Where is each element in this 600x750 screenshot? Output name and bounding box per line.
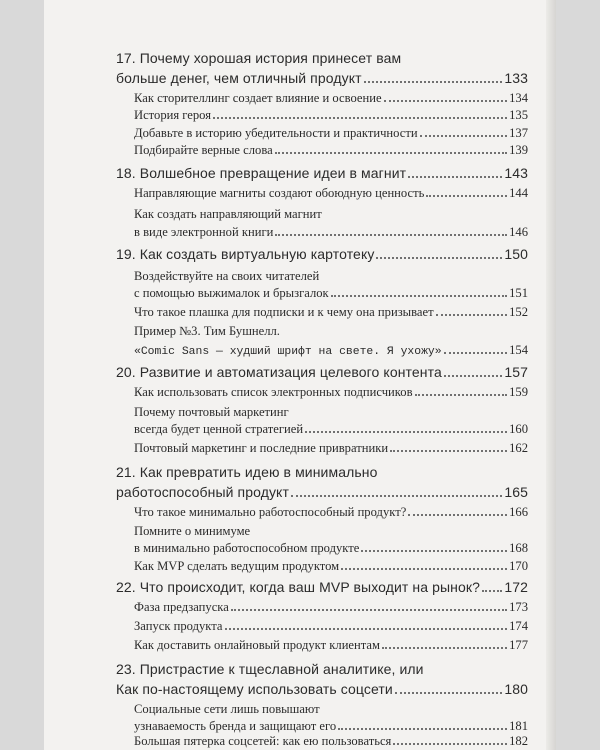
toc-entry-title: работоспособный продукт [116,484,289,500]
toc-entry-title: Направляющие магниты создают обоюдную ценность [134,186,425,200]
toc-entry-title: с помощью выжималок и брызгалок [134,286,329,300]
toc-entry-line1[interactable] [134,324,528,339]
toc-entry-title: Как доставить онлайновый продукт клиентам [134,638,380,652]
toc-entry-title: Воздействуйте на своих читателей [134,269,320,283]
toc-chapter-18[interactable] [116,165,528,181]
toc-entry-title: Большая пятерка соцсетей: как ею пользоваться [134,734,392,748]
toc-entry-title: Социальные сети лишь повышают [134,702,320,716]
toc-entry-title: 22. Что происходит, когда ваш MVP выходит на рынок? [116,579,480,595]
toc-chapter-19[interactable] [116,246,528,262]
dot-leader [213,117,507,119]
dot-leader [382,647,507,649]
toc-entry[interactable] [134,422,528,437]
toc-entry-title: Пример №3. Тим Бушнелл. [134,324,280,338]
toc-entry[interactable] [134,559,528,574]
toc-page-number: 173 [509,600,528,614]
dot-leader [415,394,508,396]
toc-page-number: 177 [509,638,528,652]
toc-entry-line1[interactable] [134,405,528,420]
toc-entry[interactable] [134,505,528,520]
toc-entry-line1[interactable] [134,207,528,222]
toc-entry[interactable] [134,91,528,106]
dot-leader [436,314,508,316]
toc-page-number: 134 [509,91,528,105]
toc-entry[interactable] [134,600,528,615]
toc-page-number: 182 [509,734,528,748]
toc-page-number: 152 [509,305,528,319]
toc-entry[interactable] [134,305,528,320]
dot-leader [331,295,507,297]
toc-chapter-21-line1[interactable] [116,464,528,480]
toc-entry-title: в минимально работоспособном продукте [134,541,360,555]
toc-chapter-23-line1[interactable] [116,661,528,677]
toc-entry[interactable] [134,385,528,400]
toc-entry-title: 20. Развитие и автоматизация целевого контента [116,364,442,380]
dot-leader [384,100,508,102]
toc-page-number: 170 [509,559,528,573]
dot-leader [482,590,502,592]
toc-entry[interactable] [134,225,528,240]
toc-page-number: 139 [509,143,528,157]
toc-entry-title: Помните о минимуме [134,524,251,538]
toc-entry-title: всегда будет ценной стратегией [134,422,304,436]
toc-chapter-17[interactable] [116,70,528,86]
toc-entry[interactable] [134,619,528,634]
dot-leader [393,743,507,745]
dot-leader [444,375,502,377]
dot-leader [395,692,502,694]
toc-entry[interactable] [134,638,528,653]
toc-page-number: 180 [504,681,528,697]
toc-entry-title: Как использовать список электронных подписчиков [134,385,413,399]
toc-entry[interactable] [134,441,528,456]
toc-entry-title: 17. Почему хорошая история принесет вам [116,50,402,66]
toc-entry-title: Что такое минимально работоспособный продукт? [134,505,407,519]
toc-page-number: 165 [504,484,528,500]
toc-page-number: 168 [509,541,528,555]
toc-entry-title: Запуск продукта [134,619,223,633]
toc-page-number: 172 [504,579,528,595]
toc-entry-title: Что такое плашка для подписки и к чему она призывает [134,305,434,319]
toc-entry[interactable] [134,108,528,123]
toc-entry[interactable] [134,143,528,158]
toc-entry-title: Добавьте в историю убедительности и практичности [134,126,418,140]
toc-entry-title: Почтовый маркетинг и последние привратники [134,441,389,455]
toc-entry[interactable] [134,343,528,358]
toc-page-number: 133 [504,70,528,86]
toc-entry-title: узнаваемость бренда и защищают его [134,719,337,733]
toc-page-number: 150 [504,246,528,262]
toc-entry-line1[interactable] [134,524,528,539]
dot-leader [376,257,502,259]
toc-entry-title: 19. Как создать виртуальную картотеку [116,246,375,262]
dot-leader [338,728,507,730]
dot-leader [390,450,507,452]
toc-entry[interactable] [134,186,528,201]
toc-chapter-17-line1[interactable] [116,50,528,66]
dot-leader [275,152,507,154]
toc-entry-title: Как MVP сделать ведущим продуктом [134,559,340,573]
toc-entry[interactable] [134,286,528,301]
toc-entry-title: в виде электронной книги [134,225,274,239]
toc-page-number: 135 [509,108,528,122]
dot-leader [420,135,507,137]
toc-page-number: 174 [509,619,528,633]
toc-entry-title: Фаза предзапуска [134,600,229,614]
dot-leader [305,431,507,433]
toc-page-number: 154 [509,343,528,357]
toc-entry[interactable] [134,126,528,141]
toc-entry-title: Как создать направляющий магнит [134,207,322,221]
toc-chapter-22[interactable] [116,579,528,595]
toc-page-number: 160 [509,422,528,436]
toc-page-number: 157 [504,364,528,380]
table-of-contents [44,0,556,750]
toc-entry-title: Как сторителлинг создает влияние и освоение [134,91,382,105]
toc-entry-title: больше денег, чем отличный продукт [116,70,362,86]
toc-entry-title: 18. Волшебное превращение идеи в магнит [116,165,407,181]
toc-entry-line1[interactable] [134,269,528,284]
dot-leader [225,628,508,630]
dot-leader [426,195,507,197]
dot-leader [408,176,502,178]
toc-page-number: 159 [509,385,528,399]
toc-entry-title: 21. Как превратить идею в минимально [116,464,378,480]
dot-leader [275,234,507,236]
toc-entry[interactable] [134,541,528,556]
toc-page-number: 166 [509,505,528,519]
toc-entry-title: Подбирайте верные слова [134,143,273,157]
dot-leader [364,81,503,83]
toc-page-number: 143 [504,165,528,181]
toc-entry[interactable] [134,734,528,749]
toc-entry-title: 23. Пристрастие к тщеславной аналитике, или [116,661,424,677]
dot-leader [291,495,502,497]
toc-chapter-23[interactable] [116,681,528,697]
toc-chapter-20[interactable] [116,364,528,380]
toc-page-number: 181 [509,719,528,733]
toc-page-number: 137 [509,126,528,140]
toc-entry-title: «Comic Sans — худший шрифт на свете. Я ухожу» [134,346,442,358]
toc-page-number: 144 [509,186,528,200]
toc-page-number: 151 [509,286,528,300]
dot-leader [408,514,507,516]
toc-page-number: 162 [509,441,528,455]
book-page [44,0,556,750]
toc-entry-line1[interactable] [134,702,528,717]
dot-leader [341,568,507,570]
toc-entry-title: Почему почтовый маркетинг [134,405,289,419]
toc-chapter-21[interactable] [116,484,528,500]
toc-page-number: 146 [509,225,528,239]
toc-entry[interactable] [134,719,528,734]
toc-entry-title: Как по-настоящему использовать соцсети [116,681,393,697]
dot-leader [231,609,507,611]
toc-entry-title: История героя [134,108,212,122]
dot-leader [444,352,508,354]
dot-leader [361,550,507,552]
